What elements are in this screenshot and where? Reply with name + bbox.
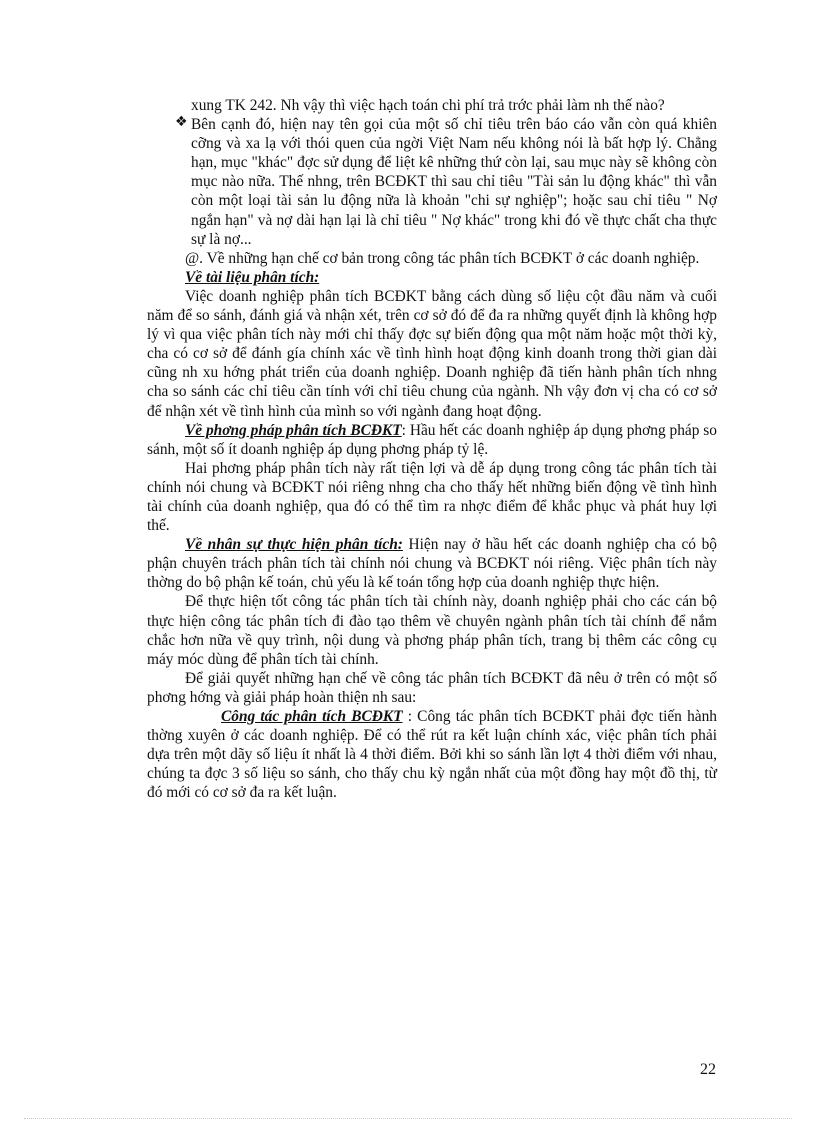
paragraph-analysis-work (147, 707, 717, 802)
paragraph-personnel-text: Hiện nay ở hầu hết các doanh nghiệp cha có bộ phận chuyên trách phân tích tài chính nói chung và BCĐKT nói riêng. Việc phân tích này thờng do bộ phận kế toán, chủ yếu là kế toán tổng hợp của doanh nghiệp thực hiện. (147, 536, 717, 592)
paragraph-methods-text: : Hầu hết các doanh nghiệp áp dụng phơng pháp so sánh, một số ít doanh nghiệp áp dụng phơng pháp tỷ lệ. (147, 421, 717, 458)
paragraph-methods (147, 421, 717, 459)
paragraph-personnel (147, 535, 717, 592)
paragraph-materials: Việc doanh nghiệp phân tích BCĐKT bằng cách dùng số liệu cột đầu năm và cuối năm để so sánh, đánh giá và nhận xét, trên cơ sở đó để đa ra những quyết định là không hợp lý vì qua việc phân tích này mới chỉ thấy đợc sự biến động qua một năm hoặc một thời kỳ, cha có cơ sở để đánh gía chính xác về tình hình hoạt động kinh doanh trong thời gian dài cũng nh xu hớng phát triển của doanh nghiệp. Doanh nghiệp đã tiến hành phân tích nhng cha so sánh các chỉ tiêu cần tính với chỉ tiêu chung của ngành. Nh vậy đơn vị cha có cơ sở để nhận xét về tình hình của mình so với ngành đang hoạt động. (147, 287, 717, 420)
section-heading-personnel: Về nhân sự thực hiện phân tích: (185, 536, 403, 554)
section-heading-analysis-work: Công tác phân tích BCĐKT (221, 708, 403, 725)
paragraph-two-methods: Hai phơng pháp phân tích này rất tiện lợi và dễ áp dụng trong công tác phân tích tài chính nói chung và BCĐKT nói riêng nhng cha cho thấy hết những biến động về tình hình tài chính của doanh nghiệp, qua đó có thể tìm ra nhợc điểm để khắc phục và phát huy lợi thế. (147, 459, 717, 535)
section-heading-materials: Về tài liệu phân tích: (185, 268, 320, 286)
section-heading-methods: Về phơng pháp phân tích BCĐKT (185, 421, 402, 439)
paragraph-analysis-work-text: : Công tác phân tích BCĐKT phải đợc tiến hành thờng xuyên ở các doanh nghiệp. Để có thể rút ra kết luận chính xác, việc phân tích phải dựa trên một dãy số liệu ít nhất là 4 thời điểm. Bởi khi so sánh lần lợt 4 thời điểm với nhau, chúng ta đợc 3 số liệu so sánh, cho thấy chu kỳ ngắn nhất của một đồng hay một đồ thị, từ đó mới có cơ sở đa ra kết luận. (147, 708, 717, 802)
paragraph-solutions-intro: Để giải quyết những hạn chế về công tác phân tích BCĐKT đã nêu ở trên có một số phơng hớng và giải pháp hoàn thiện nh sau: (147, 669, 717, 706)
paragraph-limitations-intro: @. Về những hạn chế cơ bản trong công tác phân tích BCĐKT ở các doanh nghiệp. (185, 249, 700, 267)
paragraph-tk242: xung TK 242. Nh vậy thì việc hạch toán chi phí trả trớc phải làm nh thế nào? (191, 97, 665, 114)
four-diamond-bullet-icon: ❖ (175, 114, 188, 131)
paragraph-training: Để thực hiện tốt công tác phân tích tài chính này, doanh nghiệp phải cho các cán bộ thực hiện công tác phân tích đi đào tạo thêm về chuyên ngành phân tích tài chính để nắm chắc hơn nữa về quy trình, nội dung và phơng pháp phân tích, trang bị thêm các công cụ máy móc dùng để phân tích tài chính. (147, 593, 717, 668)
page-number: 22 (700, 1061, 716, 1078)
section-heading-materials-wrap (147, 268, 717, 287)
footer-divider (24, 1118, 792, 1119)
bullet-item (147, 115, 717, 249)
paragraph-indicator-names: Bên cạnh đó, hiện nay tên gọi của một số chỉ tiêu trên báo cáo vẫn còn quá khiên cỡng và xa lạ với thói quen của ngời Việt Nam nếu không nói là bất hợp lý. Chẳng hạn, mục "khác" đợc sử dụng để liệt kê những thứ còn lại, sau mục này sẽ không còn mục nào nữa. Thế nhng, trên BCĐKT thì sau chỉ tiêu "Tài sản lu động khác" thì vẫn còn một loại tài sản lu động nữa là khoản "chi sự nghiệp"; hoặc sau chỉ tiêu " Nợ ngắn hạn" và nợ dài hạn lại là chỉ tiêu " Nợ khác" trong khi đó về thực chất cha thực sự là nợ... (191, 116, 717, 248)
body-text (147, 96, 717, 802)
